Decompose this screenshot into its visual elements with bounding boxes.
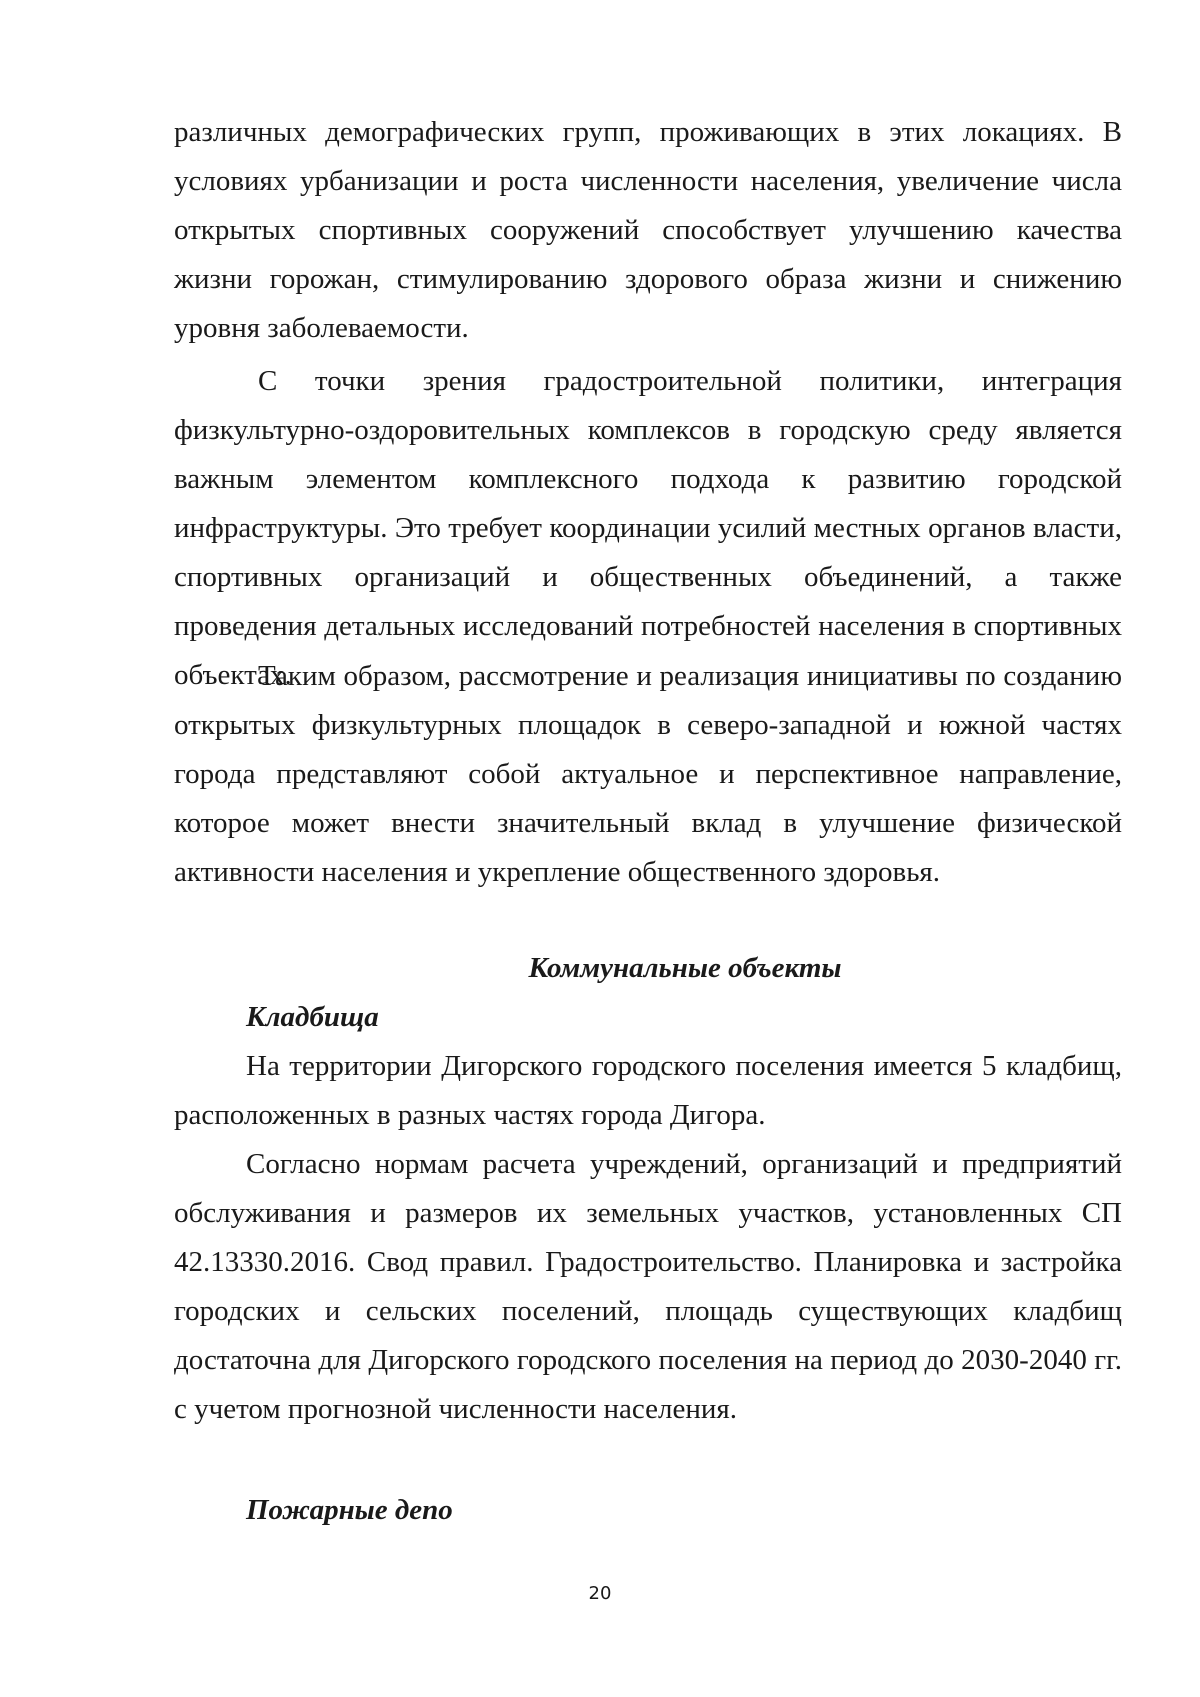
paragraph-demographics: различных демографических групп, проживающих в этих локациях. В условиях урбанизации и роста численности населения, увеличение числа открытых спортивных сооружений способствует улучшению качества жизни горожан, стимулированию здорового образа жизни и снижению уровня заболеваемости. xyxy=(174,116,1122,344)
paragraph-urban-policy: С точки зрения градостроительной политики, интеграция физкультурно-оздоровительных комплексов в городскую среду является важным элементом комплексного подхода к развитию городской инфраструктуры. Это требует координации усилий местных органов власти, спортивных организаций и общественных объединений, а также проведения детальных исследований потребностей населения в спортивных объектах. xyxy=(174,365,1122,691)
paragraph-conclusion: Таким образом, рассмотрение и реализация инициативы по созданию открытых физкультурных площадок в северо-западной и южной частях города представляют собой актуальное и перспективное направление, которое может внести значительный вклад в улучшение физической активности населения и укрепление общественного здоровья. xyxy=(174,660,1122,888)
page-number: 20 xyxy=(588,1583,612,1604)
subheading-cemeteries: Кладбища xyxy=(246,1001,379,1033)
paragraph-cemeteries-count: На территории Дигорского городского поселения имеется 5 кладбищ, расположенных в разных частях города Дигора. xyxy=(174,1050,1122,1131)
paragraph-cemeteries-norms: Согласно нормам расчета учреждений, организаций и предприятий обслуживания и размеров их земельных участков, установленных СП 42.13330.2016. Свод правил. Градостроительство. Планировка и застройка городских и сельских поселений, площадь существующих кладбищ достаточна для Дигорского городского поселения на период до 2030-2040 гг. с учетом прогнозной численности населения. xyxy=(174,1148,1122,1425)
section-heading-communal-objects: Коммунальные объекты xyxy=(528,952,842,984)
subheading-fire-depots: Пожарные депо xyxy=(246,1494,453,1526)
